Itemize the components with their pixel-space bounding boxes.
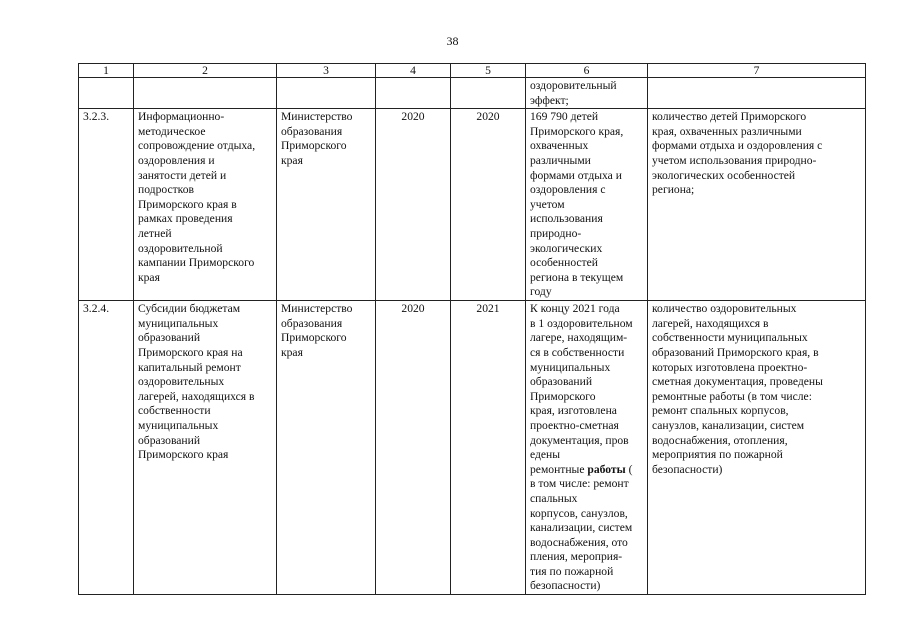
continuation-cell-3 [277,78,376,109]
start-year: 2020 [376,109,451,301]
column-header-7: 7 [648,64,866,78]
continuation-cell-1 [79,78,134,109]
expected-result-bold: работы [587,462,626,476]
continuation-cell-2 [134,78,277,109]
column-header-5: 5 [451,64,526,78]
column-header-4: 4 [376,64,451,78]
page-number: 38 [446,34,459,48]
indicator-link: количество оздоровительных лагерей, находящихся в собственности муниципальных образований Приморского края, в которых изготовлена проектно- сметная документация, проведены ремонтные работы (в том числе: ремонт спальных корпусов, санузлов, канализации, систем водоснабжения, отопления, мероприятия по пожарной безопасности) [648,301,866,595]
expected-result: 169 790 детей Приморского края, охваченных различными формами отдыха и оздоровления с учетом использования природно- экологических особенностей региона в текущем году [526,109,648,301]
table-row [79,109,866,301]
row-number: 3.2.3. [79,109,134,301]
table-row [79,301,866,595]
column-header-3: 3 [277,64,376,78]
activity-name: Субсидии бюджетам муниципальных образований Приморского края на капитальный ремонт оздоровительных лагерей, находящихся в собственности муниципальных образований Приморского края [134,301,277,595]
continuation-result-text: оздоровительный эффект; [526,78,648,109]
continuation-cell-5 [451,78,526,109]
end-year: 2021 [451,301,526,595]
column-number-header-row [79,64,866,78]
expected-result [526,301,648,595]
program-table [78,63,866,595]
indicator-link: количество детей Приморского края, охваченных различными формами отдыха и оздоровления с учетом использования природно- экологических особенностей региона; [648,109,866,301]
row-number: 3.2.4. [79,301,134,595]
end-year: 2020 [451,109,526,301]
responsible-executor: Министерство образования Приморского края [277,301,376,595]
start-year: 2020 [376,301,451,595]
column-header-1: 1 [79,64,134,78]
activity-name: Информационно- методическое сопровождение отдыха, оздоровления и занятости детей и подростков Приморского края в рамках проведения летней оздоровительной кампании Приморского края [134,109,277,301]
column-header-2: 2 [134,64,277,78]
responsible-executor: Министерство образования Приморского края [277,109,376,301]
continuation-cell-7 [648,78,866,109]
continuation-row [79,78,866,109]
expected-result-part2: ( в том числе: ремонт спальных корпусов, санузлов, канализации, систем водоснабжения, ото пления, мероприя- тия по пожарной безопасности) [530,462,633,593]
expected-result-part1: К концу 2021 года в 1 оздоровительном лагере, находящим- ся в собственности муниципальных образований Приморского края, изготовлена проектно-сметная документация, пров едены ремонтные [530,302,633,476]
column-header-6: 6 [526,64,648,78]
continuation-cell-4 [376,78,451,109]
